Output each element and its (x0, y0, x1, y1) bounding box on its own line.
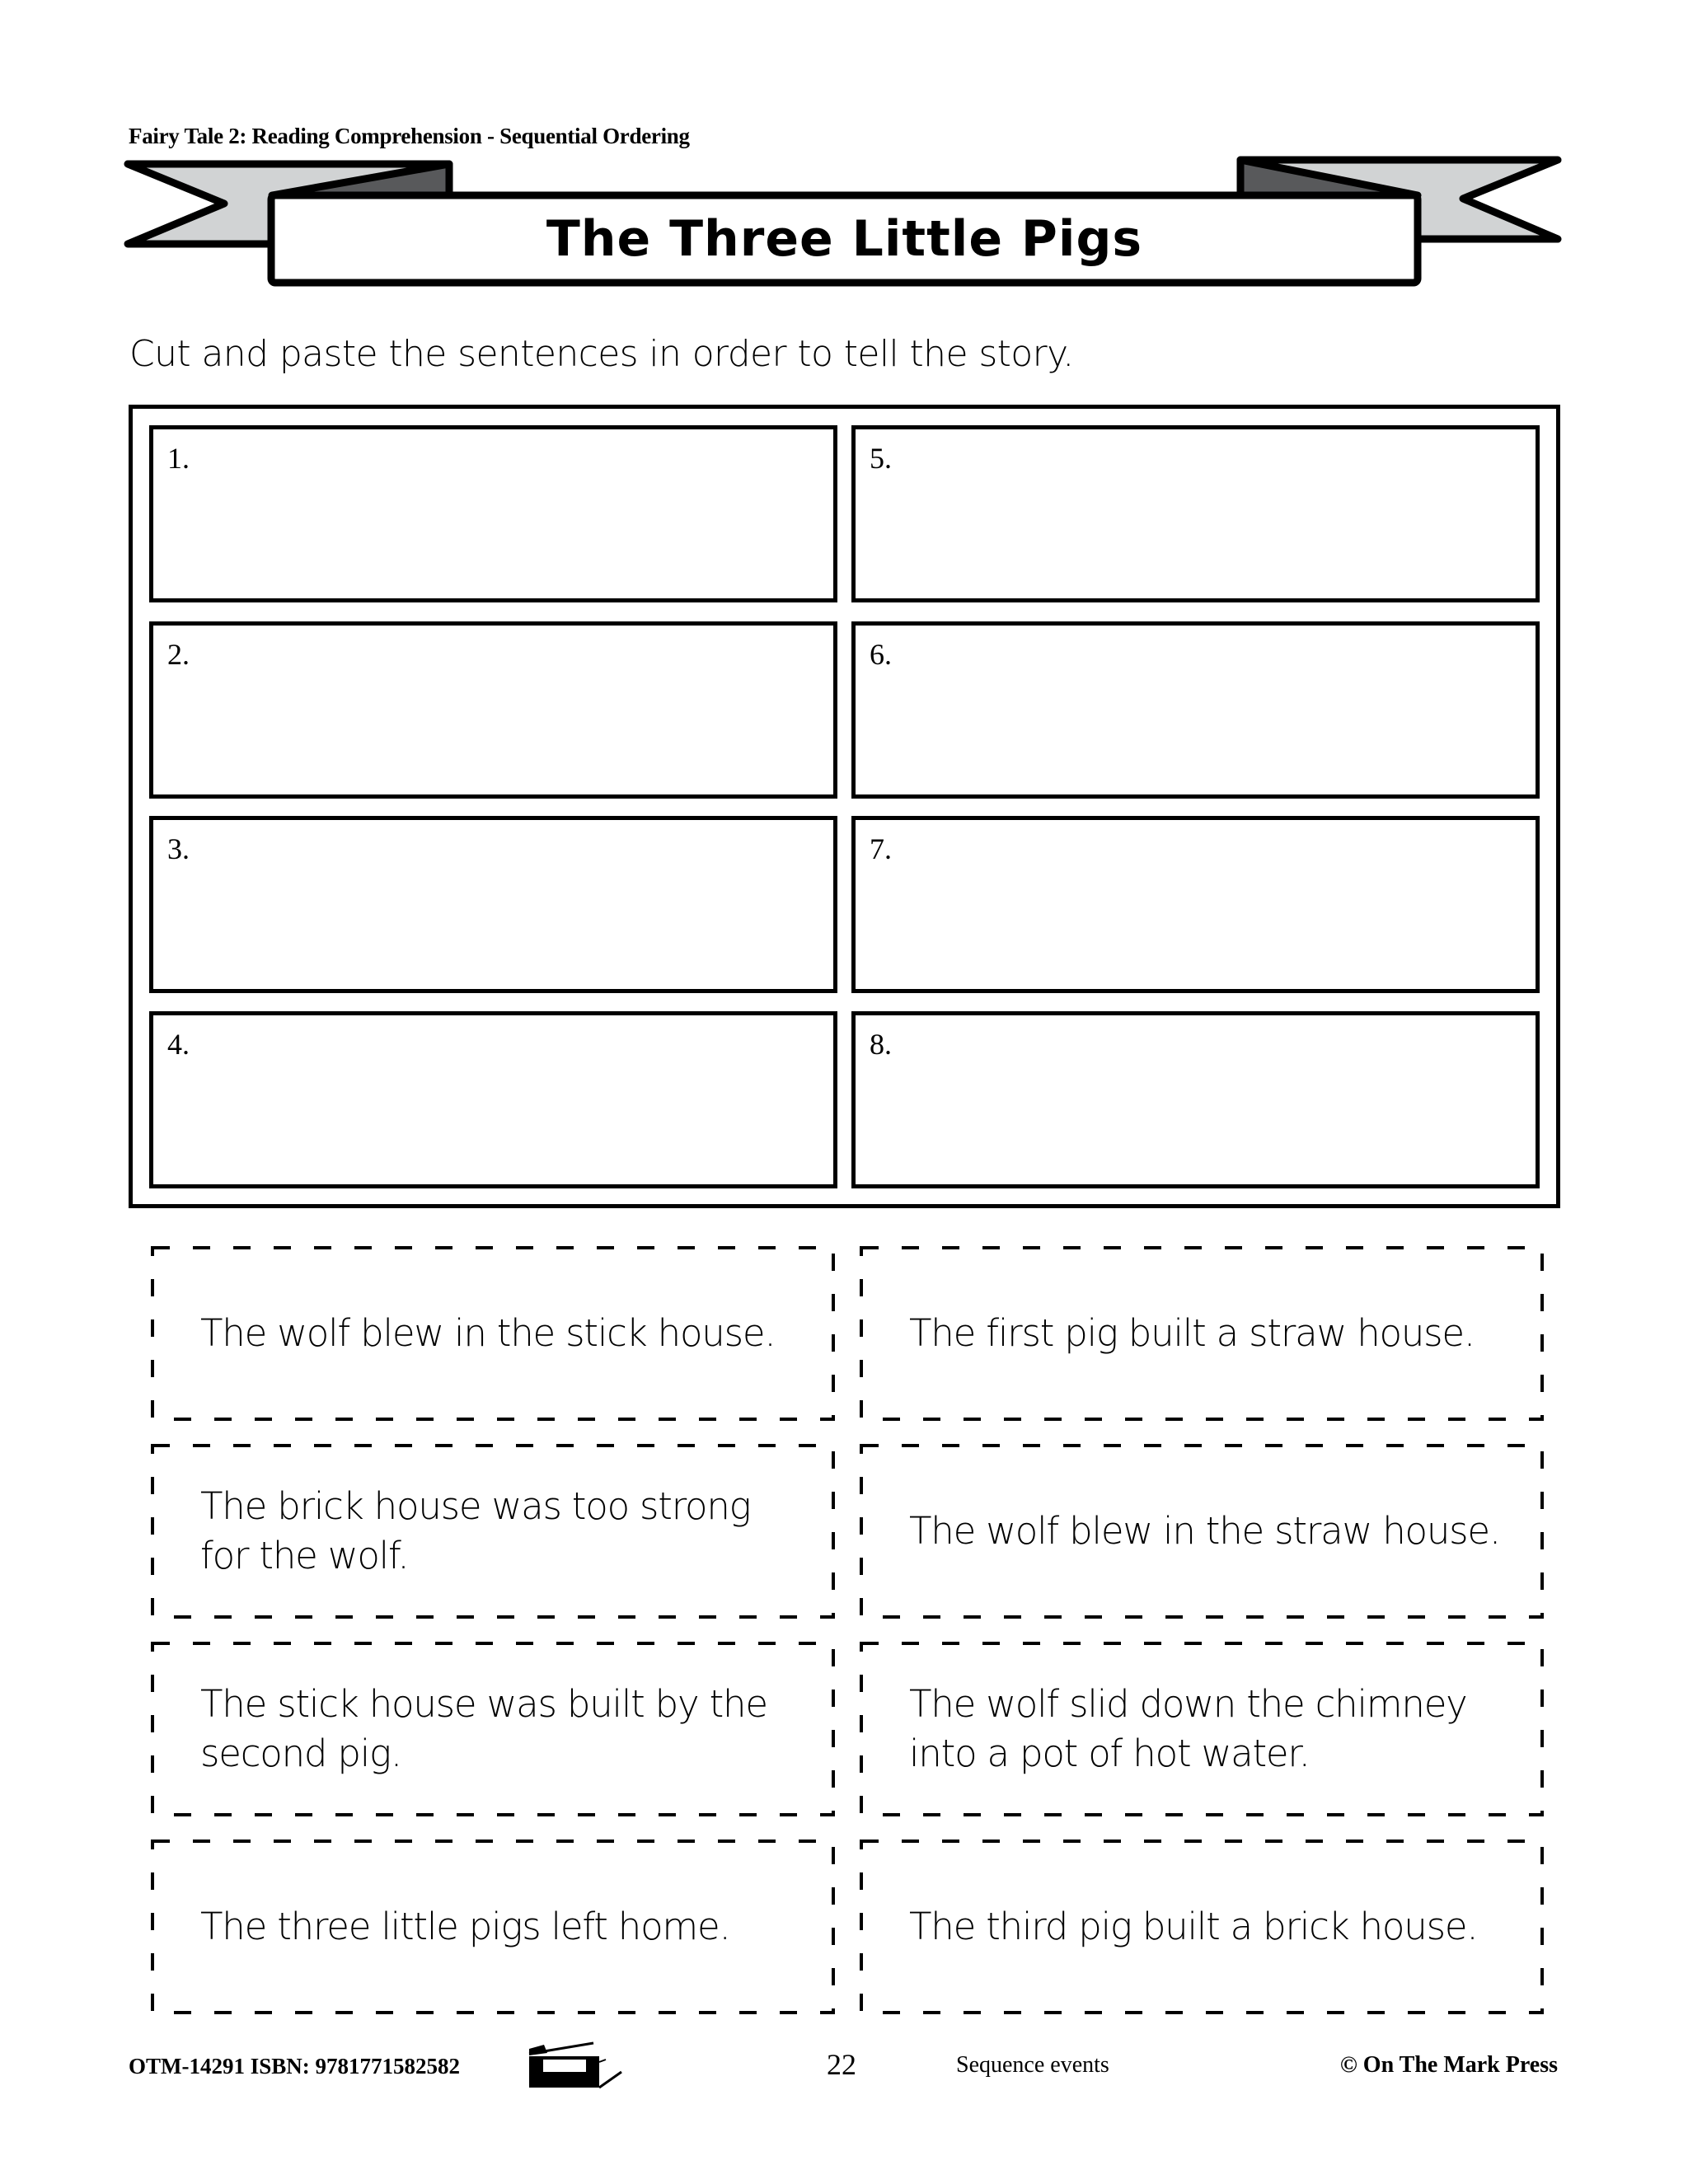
strip-sentence: The brick house was too strong for the wolf. (200, 1484, 751, 1577)
cutout-strip-8[interactable] (860, 1840, 1544, 2014)
page-number: 22 (827, 2048, 856, 2081)
answer-slot-6[interactable] (851, 621, 1540, 799)
slot-number: 4. (167, 1028, 190, 1061)
answer-slot-2[interactable] (149, 621, 837, 799)
cutout-strip-2[interactable] (860, 1246, 1544, 1421)
slot-number: 8. (870, 1028, 892, 1061)
strip-sentence: The three little pigs left home. (200, 1905, 730, 1948)
slot-number: 5. (870, 442, 892, 475)
answer-slot-5[interactable] (851, 425, 1540, 602)
answer-slot-4[interactable] (149, 1011, 837, 1188)
cutout-strip-3[interactable] (151, 1444, 835, 1619)
answer-slot-3[interactable] (149, 816, 837, 993)
cutout-strip-1[interactable] (151, 1246, 835, 1421)
answer-slot-7[interactable] (851, 816, 1540, 993)
strip-sentence: The wolf blew in the stick house. (200, 1311, 776, 1355)
slot-number: 1. (167, 442, 190, 475)
copyright-notice: © On The Mark Press (1339, 2052, 1558, 2078)
answer-slot-1[interactable] (149, 425, 837, 602)
cutout-strip-4[interactable] (860, 1444, 1544, 1619)
cutout-strip-6[interactable] (860, 1642, 1544, 1816)
strip-sentence: The stick house was built by the second pig. (200, 1682, 767, 1775)
cutout-strip-5[interactable] (151, 1642, 835, 1816)
answer-slot-8[interactable] (851, 1011, 1540, 1188)
instruction-text: Cut and paste the sentences in order to tell the story. (129, 333, 1074, 375)
strip-sentence: The first pig built a straw house. (909, 1311, 1475, 1355)
strip-sentence: The third pig built a brick house. (909, 1905, 1478, 1948)
slot-number: 7. (870, 832, 892, 865)
strip-sentence: The wolf blew in the straw house. (909, 1509, 1501, 1553)
photocopier-icon (524, 2039, 627, 2093)
skill-topic: Sequence events (956, 2052, 1109, 2078)
product-code-isbn: OTM-14291 ISBN: 9781771582582 (129, 2054, 461, 2079)
slot-number: 3. (167, 832, 190, 865)
worksheet-series-label: Fairy Tale 2: Reading Comprehension - Sequential Ordering (129, 124, 690, 148)
page-title: The Three Little Pigs (546, 209, 1143, 268)
slot-number: 6. (870, 638, 892, 671)
cutout-strip-7[interactable] (151, 1840, 835, 2014)
slot-number: 2. (167, 638, 190, 671)
strip-sentence: The wolf slid down the chimney into a pot of hot water. (909, 1682, 1467, 1775)
